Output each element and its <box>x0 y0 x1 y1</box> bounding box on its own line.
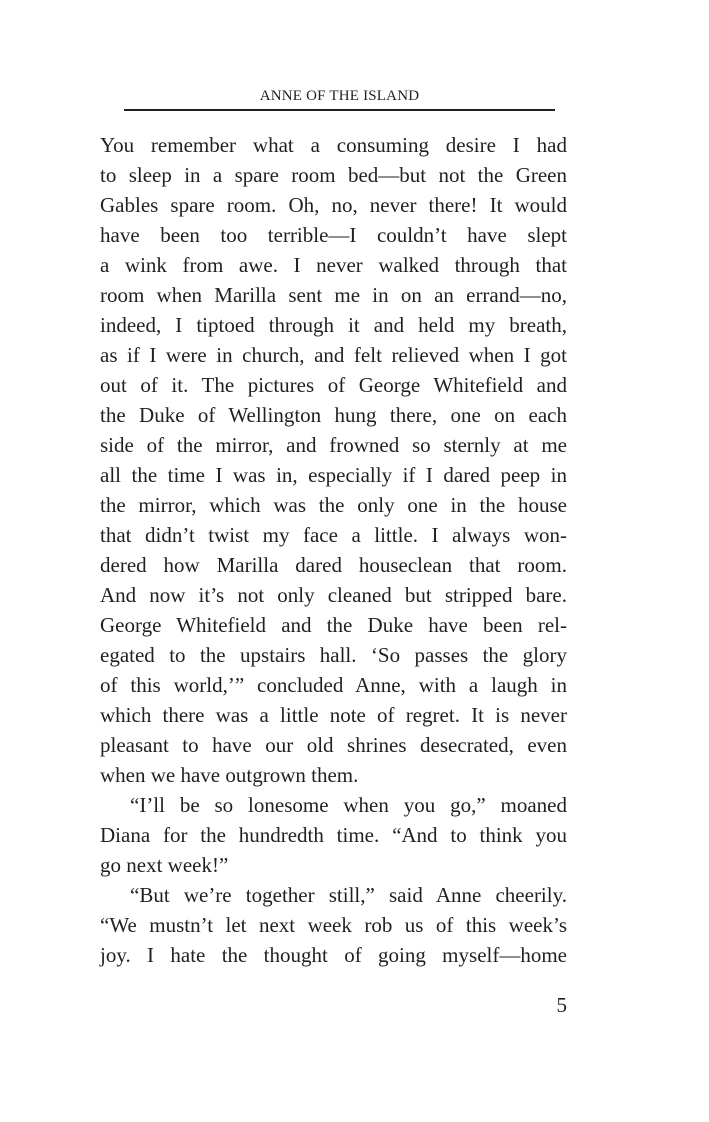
text-line: side of the mirror, and frowned so sternly at me <box>100 433 567 457</box>
text-line: You remember what a consuming desire I had <box>100 133 567 157</box>
text-line: which there was a little note of regret. It is never <box>100 703 567 727</box>
text-line: that didn’t twist my face a little. I always won- <box>100 523 567 547</box>
body-text <box>100 130 567 970</box>
text-line: “But we’re together still,” said Anne cheerily. <box>130 883 567 907</box>
text-line: Gables spare room. Oh, no, never there! It would <box>100 193 567 217</box>
text-line: the mirror, which was the only one in the house <box>100 493 567 517</box>
text-line: And now it’s not only cleaned but stripped bare. <box>100 583 567 607</box>
text-line: have been too terrible—I couldn’t have slept <box>100 223 567 247</box>
running-head: ANNE OF THE ISLAND <box>259 88 420 104</box>
text-line: indeed, I tiptoed through it and held my breath, <box>100 313 567 337</box>
text-line: egated to the upstairs hall. ‘So passes the glory <box>100 643 567 667</box>
page-number: 5 <box>556 993 567 1017</box>
text-line: as if I were in church, and felt relieved when I got <box>100 343 567 367</box>
text-line: out of it. The pictures of George Whitefield and <box>100 373 567 397</box>
text-line: “We mustn’t let next week rob us of this week’s <box>100 913 567 937</box>
text-line: room when Marilla sent me in on an errand—no, <box>100 283 567 307</box>
text-line: George Whitefield and the Duke have been rel- <box>100 613 567 637</box>
text-line: pleasant to have our old shrines desecrated, even <box>100 733 567 757</box>
text-line: Diana for the hundredth time. “And to think you <box>100 823 567 847</box>
header-rule <box>124 109 555 111</box>
text-line: when we have outgrown them. <box>100 763 359 787</box>
text-line: a wink from awe. I never walked through that <box>100 253 567 277</box>
text-line: joy. I hate the thought of going myself—home <box>100 943 567 967</box>
text-line: of this world,’” concluded Anne, with a laugh in <box>100 673 567 697</box>
text-line: all the time I was in, especially if I dared peep in <box>100 463 567 487</box>
text-line: to sleep in a spare room bed—but not the Green <box>100 163 567 187</box>
text-line: “I’ll be so lonesome when you go,” moaned <box>130 793 567 817</box>
text-line: go next week!” <box>100 853 229 877</box>
text-line: the Duke of Wellington hung there, one on each <box>100 403 567 427</box>
text-line: dered how Marilla dared houseclean that room. <box>100 553 567 577</box>
